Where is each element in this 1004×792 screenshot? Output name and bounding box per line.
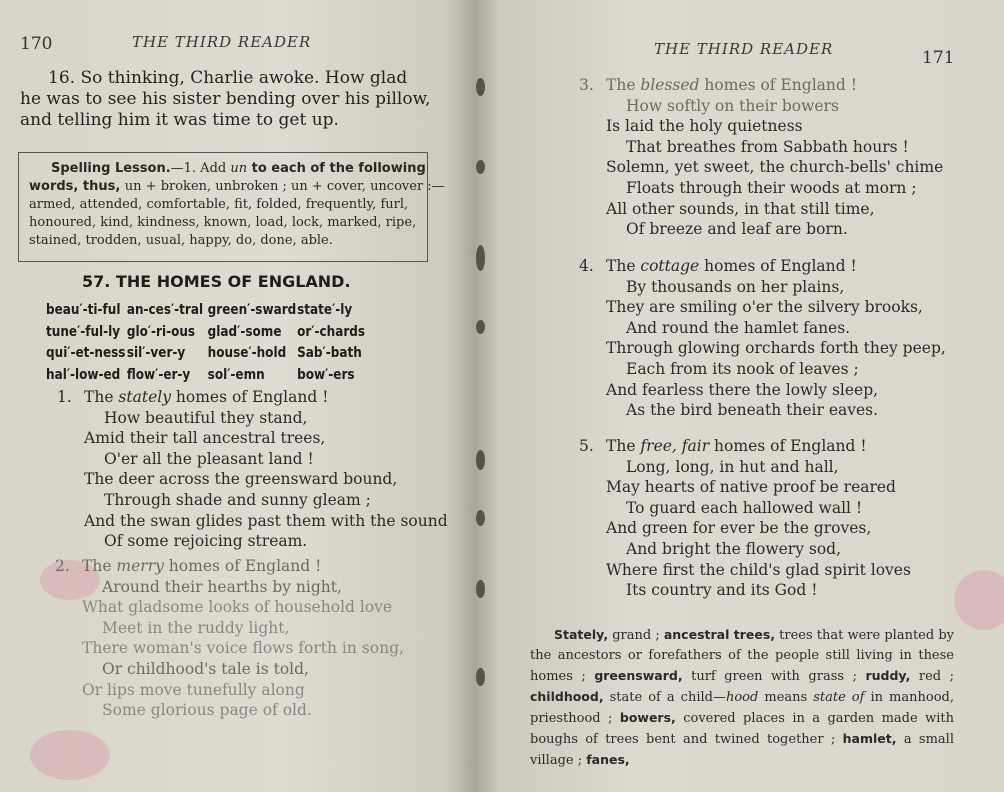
spelling-text: —1. Add — [170, 161, 231, 176]
stanza-line: Its country and its God ! — [626, 581, 818, 600]
vocab-word: bow′-ers — [297, 366, 355, 383]
stanza-line-text: The — [606, 76, 641, 94]
binding-hole-mark — [476, 510, 485, 526]
stanza-emphasis: free, fair — [640, 437, 710, 455]
left-running-head: THE THIRD READER — [132, 33, 312, 51]
stanza-1 — [57, 387, 448, 552]
stanza-4 — [579, 256, 946, 421]
lesson-title: 57. THE HOMES OF ENGLAND. — [82, 272, 351, 291]
binding-hole-mark — [476, 160, 485, 174]
stanza-line: There woman's voice flows forth in song, — [82, 639, 404, 658]
paragraph-line: 16. So thinking, Charlie awoke. How glad — [48, 68, 408, 88]
vocab-word: beau′-ti-ful — [46, 302, 121, 318]
stanza-line: What gladsome looks of household love — [82, 598, 393, 617]
stanza-line: Meet in the ruddy light, — [102, 618, 290, 637]
glossary-term: ancestral trees, — [663, 627, 776, 642]
vocab-word: glo′-ri-ous — [126, 323, 196, 340]
stanza-line: The deer across the greensward bound, — [84, 470, 398, 489]
spelling-words-line: honoured, kind, kindness, known, load, lock, marked, ripe, — [29, 215, 417, 230]
stanza-line: And green for ever be the groves, — [606, 519, 872, 538]
spelling-text: un + broken, unbroken ; un + cover, uncover :— — [124, 179, 445, 194]
stanza-line: As the bird beneath their eaves. — [626, 401, 879, 420]
stanza-line: Where first the child's glad spirit loves — [606, 560, 911, 579]
stanza-line: How beautiful they stand, — [104, 408, 308, 427]
vocabulary-grid — [46, 300, 383, 385]
stanza-5 — [579, 436, 911, 601]
glossary-def: red ; — [910, 669, 954, 684]
stanza-line-text: The — [606, 257, 641, 275]
stanza-line: May hearts of native proof be reared — [606, 478, 896, 497]
vocab-word: hal′-low-ed — [46, 366, 121, 383]
vocab-word: house′-hold — [207, 345, 287, 361]
paragraph-line: and telling him it was time to get up. — [20, 110, 339, 130]
stanza-line: And bright the flowery sod, — [626, 539, 842, 558]
stanza-line-text: homes of England ! — [699, 257, 857, 275]
glossary-term: bowers, — [619, 710, 676, 725]
glossary-term: fanes, — [586, 752, 630, 767]
vocab-word: glad′-some — [207, 323, 282, 340]
left-page — [0, 0, 474, 792]
stanza-line-text: homes of England ! — [709, 437, 867, 455]
glossary-def: grand ; — [608, 628, 664, 643]
stanza-emphasis: blessed — [640, 76, 700, 94]
stanza-line-text: The — [606, 437, 641, 455]
stanza-line: Through glowing orchards forth they peep, — [606, 339, 946, 358]
stanza-line: And round the hamlet fanes. — [626, 318, 851, 337]
glossary-term: hamlet, — [842, 731, 897, 746]
binding-hole-mark — [476, 320, 485, 334]
stanza-line: All other sounds, in that still time, — [606, 199, 875, 218]
glossary-def: a small village ; — [530, 732, 954, 768]
stanza-line: By thousands on her plains, — [626, 277, 845, 296]
stanza-line-text: The — [84, 388, 119, 406]
spelling-words-line: stained, trodden, usual, happy, do, done, able. — [29, 233, 333, 248]
spelling-lesson-box — [18, 152, 445, 262]
stanza-emphasis: merry — [116, 557, 164, 575]
stanza-line: And the swan glides past them with the sound — [84, 511, 448, 530]
vocab-word: state′-ly — [297, 302, 353, 318]
stanza-3 — [579, 75, 944, 240]
stanza-line: Floats through their woods at morn ; — [626, 178, 917, 197]
right-page-number: 171 — [922, 48, 955, 68]
right-running-head: THE THIRD READER — [654, 40, 834, 58]
spelling-words-line: armed, attended, comfortable, fit, folded, frequently, furl, — [29, 197, 409, 212]
vocab-word: qui′-et-ness — [46, 345, 126, 361]
stanza-line: They are smiling o'er the silvery brooks, — [606, 298, 923, 317]
binding-hole-mark — [476, 450, 485, 470]
stanza-line: Is laid the holy quietness — [606, 117, 803, 136]
spelling-text: to each of the following — [247, 161, 426, 176]
stanza-line: Solemn, yet sweet, the church-bells' chime — [606, 158, 944, 177]
vocab-word: green′-sward — [207, 302, 297, 318]
stanza-line: Through shade and sunny gleam ; — [104, 490, 371, 509]
stanza-line: Of some rejoicing stream. — [104, 532, 308, 551]
stanza-line: Or childhood's tale is told, — [102, 659, 309, 678]
glossary-term: greensward, — [594, 668, 683, 683]
vocab-word: an-ces′-tral — [126, 302, 204, 318]
stanza-line: Of breeze and leaf are born. — [626, 220, 848, 239]
stanza-number: 5. — [579, 437, 594, 455]
stanza-line: O'er all the pleasant land ! — [104, 449, 314, 468]
stanza-line: Each from its nook of leaves ; — [626, 359, 859, 378]
stanza-number: 4. — [579, 257, 594, 275]
binding-hole-mark — [476, 580, 485, 598]
stanza-line: How softly on their bowers — [626, 96, 839, 115]
stanza-line: Amid their tall ancestral trees, — [84, 429, 326, 448]
stanza-line-text: The — [82, 557, 117, 575]
glossary-def: covered places in a garden made with boughs of trees bent and twined together ; — [530, 711, 954, 747]
glossary-def: trees that were planted by the ancestors or forefathers of the people still living in these homes ; — [530, 628, 954, 684]
stanza-line: Around their hearths by night, — [102, 577, 342, 596]
vocab-word: or′-chards — [297, 323, 366, 340]
glossary-def: turf green with grass ; — [682, 669, 866, 684]
binding-hole-mark — [476, 668, 485, 686]
glossary-def: state of a child— — [603, 690, 726, 705]
stanza-number: 3. — [579, 76, 594, 94]
stanza-line-text: homes of England ! — [699, 76, 857, 94]
vocab-word: tune′-ful-ly — [46, 323, 121, 340]
binding-hole-mark — [476, 245, 485, 271]
glossary-emphasis: hood — [725, 690, 759, 705]
paragraph-line: he was to see his sister bending over his pillow, — [20, 89, 431, 109]
glossary-notes — [530, 625, 954, 771]
stanza-emphasis: stately — [118, 388, 171, 406]
stanza-line: Long, long, in hut and hall, — [626, 457, 839, 476]
vocab-word: Sab′-bath — [297, 345, 362, 361]
left-page-number: 170 — [20, 34, 53, 54]
vocab-word: sol′-emn — [207, 366, 265, 383]
stanza-line: Some glorious page of old. — [102, 701, 312, 720]
stanza-line: And fearless there the lowly sleep, — [606, 380, 879, 399]
stanza-line: Or lips move tunefully along — [82, 680, 305, 699]
stanza-emphasis: cottage — [640, 257, 700, 275]
stanza-number: 1. — [57, 388, 72, 406]
spelling-lesson-label: Spelling Lesson. — [51, 161, 171, 176]
spelling-text: words, thus, — [29, 179, 125, 194]
binding-hole-mark — [476, 78, 485, 96]
spelling-prefix: un — [230, 161, 248, 176]
glossary-term: childhood, — [530, 689, 604, 704]
paragraph-16 — [20, 68, 431, 131]
glossary-term: Stately, — [554, 627, 609, 642]
glossary-emphasis: state of — [813, 690, 865, 705]
stanza-line-text: homes of England ! — [170, 388, 329, 406]
stanza-line: To guard each hallowed wall ! — [626, 498, 863, 517]
vocab-word: flow′-er-y — [126, 366, 191, 383]
stanza-line-text: homes of England ! — [163, 557, 322, 575]
glossary-term: ruddy, — [865, 668, 911, 683]
stanza-number: 2. — [55, 557, 70, 575]
stanza-line: That breathes from Sabbath hours ! — [626, 137, 909, 156]
glossary-def: in manhood, priesthood ; — [530, 690, 954, 726]
stanza-2 — [55, 556, 404, 721]
glossary-def: means — [758, 690, 814, 705]
vocab-word: sil′-ver-y — [126, 345, 186, 361]
